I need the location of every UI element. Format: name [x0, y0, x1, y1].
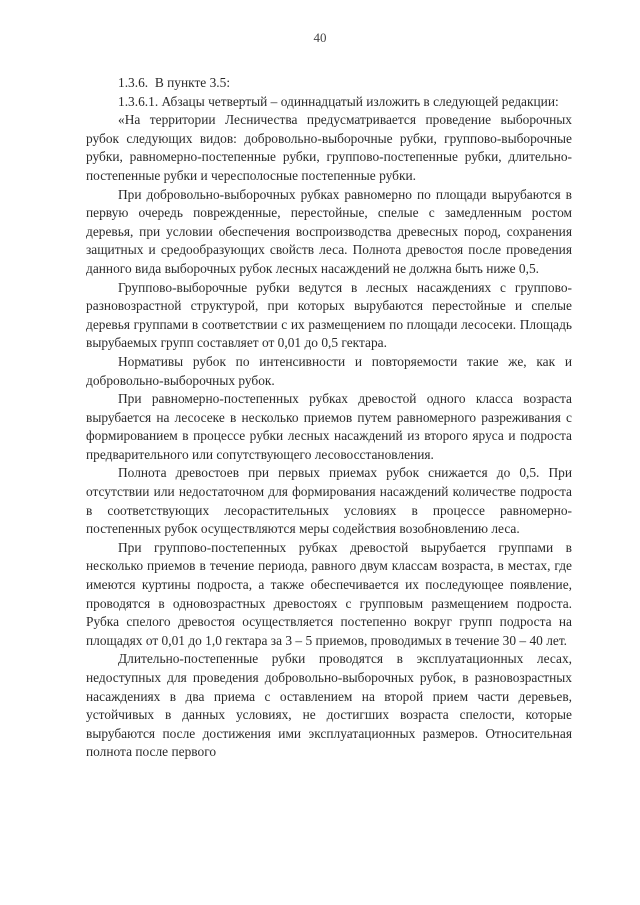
paragraph-norms: Нормативы рубок по интенсивности и повторяемости такие же, как и добровольно-выборочных рубок. [86, 353, 572, 388]
paragraph-subclause: 1.3.6.1. Абзацы четвертый – одиннадцатый изложить в следующей редакции: [118, 93, 559, 109]
paragraph-group-selective: Группово-выборочные рубки ведутся в лесных насаждениях с группово-разновозрастной структурой, при которых вырубаются перестойные и спелые деревья группами в соответствии с их размещением по площади лесосеки. Площадь вырубаемых групп составляет от 0,01 до 0,5 гектара. [86, 279, 572, 351]
page-number: 40 [313, 30, 327, 45]
paragraph-uniform-gradual: При равномерно-постепенных рубках древостой одного класса возраста вырубается на лесосеке в несколько приемов путем равномерного разреживания с формированием в процессе рубки лесных насаждений из второго яруса и подроста предварительного или сопутствующего лесовосстановления. [86, 391, 572, 462]
paragraph-group-gradual: При группово-постепенных рубках древостой вырубается группами в несколько приемов в течение периода, равного двум классам возраста, в местах, где имеются куртины подроста, а также обеспечивается их последующее появление, проводятся в одновозрастных древостоях с групповым размещением подроста. Рубка спелого древостоя осуществляется постепенно вокруг групп подроста на площадях от 0,01 до 1,0 гектара за 3 – 5 приемов, проводимых в течение 30 – 40 лет. [86, 539, 572, 648]
document-body [86, 74, 572, 762]
paragraph-selective-logging-types: «На территории Лесничества предусматривается проведение выборочных рубок следующих видов: добровольно-выборочные рубки, группово-выборочные рубки, равномерно-постепенные рубки, группово-постепенные рубки, длительно-постепенные рубки и чересполосные постепенные рубки. [86, 112, 572, 183]
paragraph-clause-heading: 1.3.6. В пункте 3.5: [118, 75, 231, 90]
paragraph-long-term-gradual: Длительно-постепенные рубки проводятся в эксплуатационных лесах, недоступных для проведения добровольно-выборочных рубок, в разновозрастных насаждениях в два приема с оставлением на второй прием части деревьев, устойчивых в данных условиях, не достигших возраста спелости, которые вырубаются после достижения ими эксплуатационных размеров. Относительная полнота после первого [86, 651, 572, 760]
paragraph-voluntary-selective: При добровольно-выборочных рубках равномерно по площади вырубаются в первую очередь поврежденные, перестойные, спелые с замедленным ростом деревья, при условии обеспечения воспроизводства древесных пород, сохранения защитных и средообразующих свойств леса. Полнота древостоя после проведения данного вида выборочных рубок лесных насаждений не должна быть ниже 0,5. [86, 186, 572, 276]
paragraph-stand-density: Полнота древостоев при первых приемах рубок снижается до 0,5. При отсутствии или недостаточном для формирования насаждений количестве подроста в соответствующих лесорастительных условиях в процессе равномерно-постепенных рубок осуществляются меры содействия возобновлению леса. [86, 465, 572, 537]
